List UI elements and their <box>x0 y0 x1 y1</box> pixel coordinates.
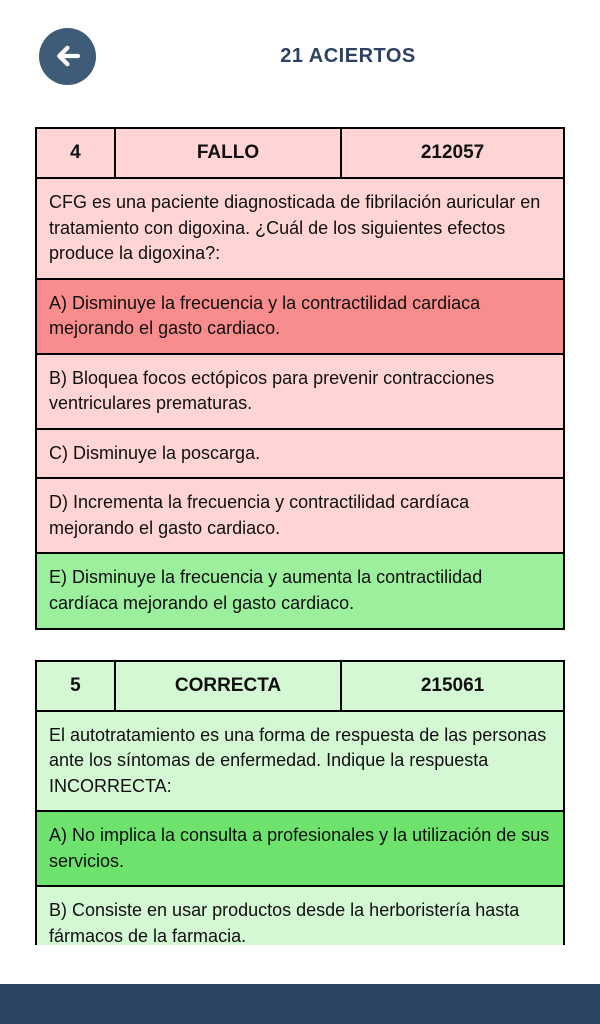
question-number: 5 <box>37 662 116 710</box>
back-button[interactable] <box>39 28 96 85</box>
questions-list <box>0 112 600 945</box>
answer-option: B) Bloquea focos ectópicos para prevenir contracciones ventriculares prematuras. <box>37 355 563 430</box>
answer-option: A) No implica la consulta a profesionales y la utilización de sus servicios. <box>37 812 563 887</box>
question-header-row <box>37 129 563 179</box>
question-card <box>35 127 565 630</box>
app-header <box>0 0 600 112</box>
page-title: 21 ACIERTOS <box>280 44 416 67</box>
answer-option: E) Disminuye la frecuencia y aumenta la contractilidad cardíaca mejorando el gasto cardiaco. <box>37 554 563 627</box>
answer-option: B) Consiste en usar productos desde la herboristería hasta fármacos de la farmacia. <box>37 887 563 945</box>
question-text: CFG es una paciente diagnosticada de fibrilación auricular en tratamiento con digoxina. ¿Cuál de los siguientes efectos produce la digoxina?: <box>37 179 563 280</box>
answer-option: D) Incrementa la frecuencia y contractilidad cardíaca mejorando el gasto cardiaco. <box>37 479 563 554</box>
question-number: 4 <box>37 129 116 177</box>
question-id: 215061 <box>420 674 485 696</box>
arrow-left-icon <box>53 41 83 71</box>
question-header-row <box>37 662 563 712</box>
answer-option: C) Disminuye la poscarga. <box>37 430 563 480</box>
question-text: El autotratamiento es una forma de respuesta de las personas ante los síntomas de enfermedad. Indique la respuesta INCORRECTA: <box>37 712 563 813</box>
question-status-badge: CORRECTA <box>116 662 342 710</box>
question-status-badge: FALLO <box>116 129 342 177</box>
answer-option: A) Disminuye la frecuencia y la contractilidad cardiaca mejorando el gasto cardiaco. <box>37 280 563 355</box>
bottom-nav-bar <box>0 984 600 1024</box>
question-card <box>35 660 565 945</box>
question-id: 212057 <box>420 142 485 163</box>
